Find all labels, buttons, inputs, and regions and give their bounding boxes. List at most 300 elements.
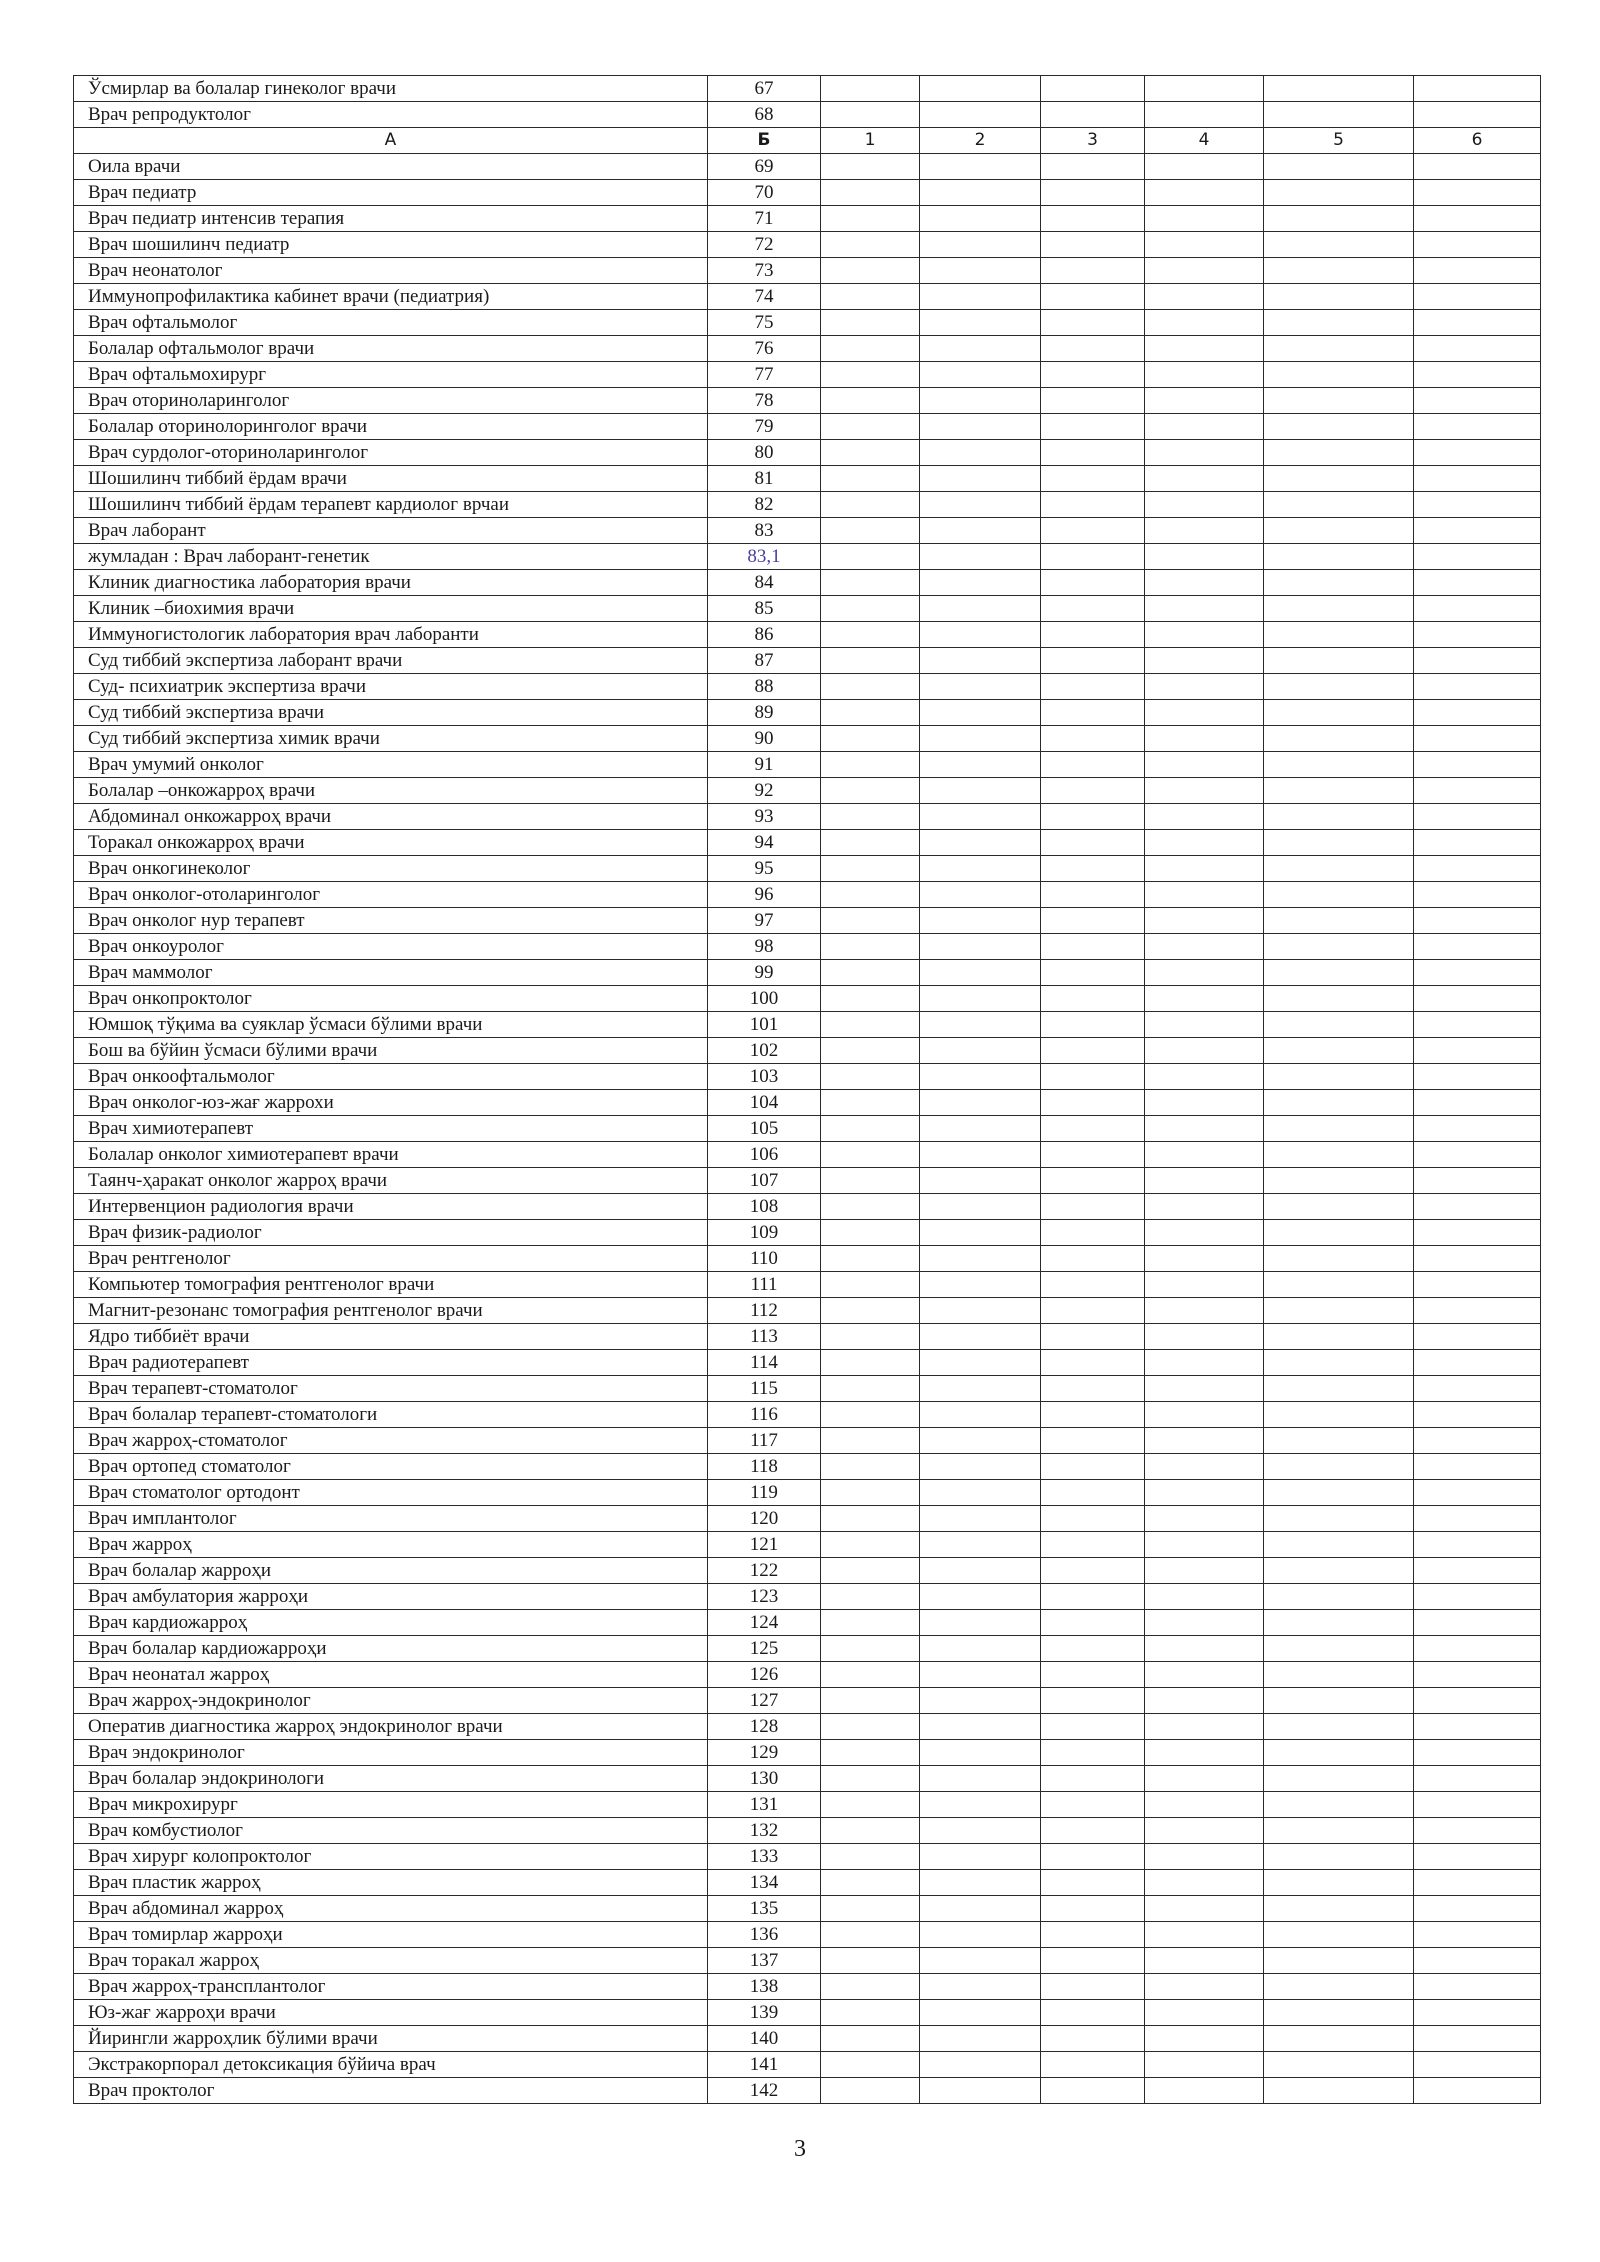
- value-cell-col-5[interactable]: [1264, 1194, 1414, 1220]
- value-cell-col-6[interactable]: [1414, 2078, 1541, 2104]
- value-cell-col-5[interactable]: [1264, 1662, 1414, 1688]
- value-cell-col-5[interactable]: [1264, 1324, 1414, 1350]
- value-cell-col-1[interactable]: [821, 492, 920, 518]
- value-cell-col-4[interactable]: [1145, 960, 1264, 986]
- value-cell-col-2[interactable]: [920, 2078, 1041, 2104]
- value-cell-col-5[interactable]: [1264, 466, 1414, 492]
- value-cell-col-1[interactable]: [821, 2000, 920, 2026]
- value-cell-col-3[interactable]: [1041, 830, 1145, 856]
- value-cell-col-6[interactable]: [1414, 804, 1541, 830]
- value-cell-col-3[interactable]: [1041, 1402, 1145, 1428]
- value-cell-col-3[interactable]: [1041, 1870, 1145, 1896]
- value-cell-col-6[interactable]: [1414, 570, 1541, 596]
- value-cell-col-6[interactable]: [1414, 674, 1541, 700]
- value-cell-col-2[interactable]: [920, 1610, 1041, 1636]
- value-cell-col-1[interactable]: [821, 596, 920, 622]
- value-cell-col-2[interactable]: [920, 882, 1041, 908]
- value-cell-col-4[interactable]: [1145, 1454, 1264, 1480]
- value-cell-col-1[interactable]: [821, 752, 920, 778]
- value-cell-col-5[interactable]: [1264, 1896, 1414, 1922]
- value-cell-col-1[interactable]: [821, 1870, 920, 1896]
- value-cell-col-1[interactable]: [821, 1584, 920, 1610]
- value-cell-col-1[interactable]: [821, 1402, 920, 1428]
- value-cell-col-5[interactable]: [1264, 1142, 1414, 1168]
- value-cell-col-1[interactable]: [821, 1558, 920, 1584]
- value-cell-col-1[interactable]: [821, 1714, 920, 1740]
- value-cell-col-5[interactable]: [1264, 1714, 1414, 1740]
- value-cell-col-3[interactable]: [1041, 232, 1145, 258]
- value-cell-col-1[interactable]: [821, 284, 920, 310]
- value-cell-col-4[interactable]: [1145, 1948, 1264, 1974]
- value-cell-col-6[interactable]: [1414, 1610, 1541, 1636]
- value-cell-col-1[interactable]: [821, 1272, 920, 1298]
- value-cell-col-3[interactable]: [1041, 1532, 1145, 1558]
- value-cell-col-6[interactable]: [1414, 1506, 1541, 1532]
- value-cell-col-3[interactable]: [1041, 960, 1145, 986]
- value-cell-col-2[interactable]: [920, 1688, 1041, 1714]
- value-cell-col-3[interactable]: [1041, 1714, 1145, 1740]
- value-cell-col-4[interactable]: [1145, 466, 1264, 492]
- value-cell-col-2[interactable]: [920, 154, 1041, 180]
- value-cell-col-2[interactable]: [920, 336, 1041, 362]
- value-cell-col-1[interactable]: [821, 1662, 920, 1688]
- value-cell-col-2[interactable]: [920, 1948, 1041, 1974]
- value-cell-col-3[interactable]: [1041, 804, 1145, 830]
- value-cell-col-3[interactable]: [1041, 1662, 1145, 1688]
- value-cell-col-2[interactable]: [920, 1220, 1041, 1246]
- value-cell-col-2[interactable]: [920, 1844, 1041, 1870]
- value-cell-col-6[interactable]: [1414, 1012, 1541, 1038]
- value-cell-col-5[interactable]: [1264, 518, 1414, 544]
- value-cell-col-2[interactable]: [920, 180, 1041, 206]
- value-cell-col-1[interactable]: [821, 466, 920, 492]
- value-cell-col-4[interactable]: [1145, 544, 1264, 570]
- value-cell-col-5[interactable]: [1264, 206, 1414, 232]
- value-cell-col-4[interactable]: [1145, 2052, 1264, 2078]
- value-cell-col-1[interactable]: [821, 310, 920, 336]
- value-cell-col-3[interactable]: [1041, 2026, 1145, 2052]
- value-cell-col-5[interactable]: [1264, 1012, 1414, 1038]
- value-cell-col-3[interactable]: [1041, 310, 1145, 336]
- value-cell-col-1[interactable]: [821, 700, 920, 726]
- value-cell-col-6[interactable]: [1414, 752, 1541, 778]
- value-cell-col-5[interactable]: [1264, 1844, 1414, 1870]
- value-cell-col-3[interactable]: [1041, 1064, 1145, 1090]
- value-cell-col-2[interactable]: [920, 1428, 1041, 1454]
- value-cell-col-1[interactable]: [821, 1974, 920, 2000]
- value-cell-col-6[interactable]: [1414, 648, 1541, 674]
- value-cell-col-1[interactable]: [821, 1740, 920, 1766]
- value-cell-col-2[interactable]: [920, 362, 1041, 388]
- value-cell-col-6[interactable]: [1414, 934, 1541, 960]
- value-cell-col-3[interactable]: [1041, 336, 1145, 362]
- value-cell-col-5[interactable]: [1264, 648, 1414, 674]
- value-cell-col-5[interactable]: [1264, 76, 1414, 102]
- value-cell-col-6[interactable]: [1414, 2026, 1541, 2052]
- value-cell-col-6[interactable]: [1414, 1896, 1541, 1922]
- value-cell-col-5[interactable]: [1264, 2026, 1414, 2052]
- value-cell-col-5[interactable]: [1264, 596, 1414, 622]
- value-cell-col-6[interactable]: [1414, 1584, 1541, 1610]
- value-cell-col-3[interactable]: [1041, 1168, 1145, 1194]
- value-cell-col-1[interactable]: [821, 1766, 920, 1792]
- value-cell-col-4[interactable]: [1145, 310, 1264, 336]
- value-cell-col-5[interactable]: [1264, 1584, 1414, 1610]
- value-cell-col-2[interactable]: [920, 1922, 1041, 1948]
- value-cell-col-2[interactable]: [920, 570, 1041, 596]
- value-cell-col-6[interactable]: [1414, 466, 1541, 492]
- value-cell-col-4[interactable]: [1145, 1350, 1264, 1376]
- value-cell-col-4[interactable]: [1145, 76, 1264, 102]
- value-cell-col-3[interactable]: [1041, 986, 1145, 1012]
- value-cell-col-2[interactable]: [920, 1376, 1041, 1402]
- value-cell-col-3[interactable]: [1041, 1090, 1145, 1116]
- value-cell-col-2[interactable]: [920, 1714, 1041, 1740]
- value-cell-col-5[interactable]: [1264, 804, 1414, 830]
- value-cell-col-3[interactable]: [1041, 1844, 1145, 1870]
- value-cell-col-5[interactable]: [1264, 1922, 1414, 1948]
- value-cell-col-3[interactable]: [1041, 388, 1145, 414]
- value-cell-col-3[interactable]: [1041, 1948, 1145, 1974]
- value-cell-col-4[interactable]: [1145, 518, 1264, 544]
- value-cell-col-1[interactable]: [821, 1844, 920, 1870]
- value-cell-col-5[interactable]: [1264, 1974, 1414, 2000]
- value-cell-col-1[interactable]: [821, 1818, 920, 1844]
- value-cell-col-1[interactable]: [821, 778, 920, 804]
- value-cell-col-6[interactable]: [1414, 1740, 1541, 1766]
- value-cell-col-2[interactable]: [920, 1766, 1041, 1792]
- value-cell-col-1[interactable]: [821, 1064, 920, 1090]
- value-cell-col-3[interactable]: [1041, 1142, 1145, 1168]
- value-cell-col-4[interactable]: [1145, 492, 1264, 518]
- value-cell-col-4[interactable]: [1145, 1142, 1264, 1168]
- value-cell-col-6[interactable]: [1414, 1064, 1541, 1090]
- value-cell-col-3[interactable]: [1041, 362, 1145, 388]
- value-cell-col-5[interactable]: [1264, 388, 1414, 414]
- value-cell-col-5[interactable]: [1264, 1376, 1414, 1402]
- value-cell-col-3[interactable]: [1041, 1246, 1145, 1272]
- value-cell-col-4[interactable]: [1145, 362, 1264, 388]
- value-cell-col-6[interactable]: [1414, 1948, 1541, 1974]
- value-cell-col-1[interactable]: [821, 648, 920, 674]
- value-cell-col-3[interactable]: [1041, 1584, 1145, 1610]
- value-cell-col-5[interactable]: [1264, 2052, 1414, 2078]
- value-cell-col-4[interactable]: [1145, 1844, 1264, 1870]
- value-cell-col-6[interactable]: [1414, 1168, 1541, 1194]
- value-cell-col-3[interactable]: [1041, 1194, 1145, 1220]
- value-cell-col-6[interactable]: [1414, 1246, 1541, 1272]
- value-cell-col-1[interactable]: [821, 1480, 920, 1506]
- value-cell-col-2[interactable]: [920, 466, 1041, 492]
- value-cell-col-1[interactable]: [821, 1246, 920, 1272]
- value-cell-col-3[interactable]: [1041, 1480, 1145, 1506]
- value-cell-col-5[interactable]: [1264, 1428, 1414, 1454]
- value-cell-col-6[interactable]: [1414, 1220, 1541, 1246]
- value-cell-col-3[interactable]: [1041, 1116, 1145, 1142]
- value-cell-col-1[interactable]: [821, 440, 920, 466]
- value-cell-col-6[interactable]: [1414, 1090, 1541, 1116]
- value-cell-col-6[interactable]: [1414, 882, 1541, 908]
- value-cell-col-5[interactable]: [1264, 414, 1414, 440]
- value-cell-col-3[interactable]: [1041, 1974, 1145, 2000]
- value-cell-col-4[interactable]: [1145, 986, 1264, 1012]
- value-cell-col-2[interactable]: [920, 1636, 1041, 1662]
- value-cell-col-2[interactable]: [920, 1402, 1041, 1428]
- value-cell-col-2[interactable]: [920, 1064, 1041, 1090]
- value-cell-col-2[interactable]: [920, 648, 1041, 674]
- value-cell-col-1[interactable]: [821, 908, 920, 934]
- value-cell-col-5[interactable]: [1264, 1610, 1414, 1636]
- value-cell-col-2[interactable]: [920, 1896, 1041, 1922]
- value-cell-col-4[interactable]: [1145, 1324, 1264, 1350]
- value-cell-col-4[interactable]: [1145, 804, 1264, 830]
- value-cell-col-4[interactable]: [1145, 1740, 1264, 1766]
- value-cell-col-2[interactable]: [920, 232, 1041, 258]
- value-cell-col-5[interactable]: [1264, 154, 1414, 180]
- value-cell-col-3[interactable]: [1041, 1038, 1145, 1064]
- value-cell-col-4[interactable]: [1145, 232, 1264, 258]
- value-cell-col-6[interactable]: [1414, 1376, 1541, 1402]
- value-cell-col-2[interactable]: [920, 388, 1041, 414]
- value-cell-col-2[interactable]: [920, 1246, 1041, 1272]
- value-cell-col-5[interactable]: [1264, 1116, 1414, 1142]
- value-cell-col-2[interactable]: [920, 518, 1041, 544]
- value-cell-col-6[interactable]: [1414, 622, 1541, 648]
- value-cell-col-2[interactable]: [920, 622, 1041, 648]
- value-cell-col-5[interactable]: [1264, 908, 1414, 934]
- value-cell-col-5[interactable]: [1264, 1818, 1414, 1844]
- value-cell-col-6[interactable]: [1414, 1116, 1541, 1142]
- value-cell-col-5[interactable]: [1264, 232, 1414, 258]
- value-cell-col-6[interactable]: [1414, 856, 1541, 882]
- value-cell-col-5[interactable]: [1264, 830, 1414, 856]
- value-cell-col-3[interactable]: [1041, 674, 1145, 700]
- value-cell-col-1[interactable]: [821, 622, 920, 648]
- value-cell-col-6[interactable]: [1414, 1324, 1541, 1350]
- value-cell-col-2[interactable]: [920, 2026, 1041, 2052]
- value-cell-col-6[interactable]: [1414, 1038, 1541, 1064]
- value-cell-col-2[interactable]: [920, 908, 1041, 934]
- value-cell-col-6[interactable]: [1414, 1714, 1541, 1740]
- value-cell-col-3[interactable]: [1041, 752, 1145, 778]
- value-cell-col-5[interactable]: [1264, 1506, 1414, 1532]
- value-cell-col-4[interactable]: [1145, 1064, 1264, 1090]
- value-cell-col-6[interactable]: [1414, 1844, 1541, 1870]
- value-cell-col-2[interactable]: [920, 1116, 1041, 1142]
- value-cell-col-3[interactable]: [1041, 518, 1145, 544]
- value-cell-col-6[interactable]: [1414, 1480, 1541, 1506]
- value-cell-col-3[interactable]: [1041, 284, 1145, 310]
- value-cell-col-3[interactable]: [1041, 440, 1145, 466]
- value-cell-col-6[interactable]: [1414, 1142, 1541, 1168]
- value-cell-col-4[interactable]: [1145, 1532, 1264, 1558]
- value-cell-col-3[interactable]: [1041, 2052, 1145, 2078]
- value-cell-col-6[interactable]: [1414, 1428, 1541, 1454]
- value-cell-col-2[interactable]: [920, 492, 1041, 518]
- value-cell-col-1[interactable]: [821, 362, 920, 388]
- value-cell-col-4[interactable]: [1145, 726, 1264, 752]
- value-cell-col-4[interactable]: [1145, 1246, 1264, 1272]
- value-cell-col-2[interactable]: [920, 1740, 1041, 1766]
- value-cell-col-6[interactable]: [1414, 336, 1541, 362]
- value-cell-col-3[interactable]: [1041, 1272, 1145, 1298]
- value-cell-col-4[interactable]: [1145, 1558, 1264, 1584]
- value-cell-col-3[interactable]: [1041, 856, 1145, 882]
- value-cell-col-4[interactable]: [1145, 102, 1264, 128]
- value-cell-col-6[interactable]: [1414, 284, 1541, 310]
- value-cell-col-4[interactable]: [1145, 700, 1264, 726]
- value-cell-col-1[interactable]: [821, 856, 920, 882]
- value-cell-col-2[interactable]: [920, 1168, 1041, 1194]
- value-cell-col-3[interactable]: [1041, 2000, 1145, 2026]
- value-cell-col-3[interactable]: [1041, 2078, 1145, 2104]
- value-cell-col-4[interactable]: [1145, 1272, 1264, 1298]
- value-cell-col-1[interactable]: [821, 232, 920, 258]
- value-cell-col-5[interactable]: [1264, 1792, 1414, 1818]
- value-cell-col-4[interactable]: [1145, 1090, 1264, 1116]
- value-cell-col-6[interactable]: [1414, 492, 1541, 518]
- value-cell-col-1[interactable]: [821, 1532, 920, 1558]
- value-cell-col-4[interactable]: [1145, 1870, 1264, 1896]
- value-cell-col-5[interactable]: [1264, 2000, 1414, 2026]
- value-cell-col-2[interactable]: [920, 1584, 1041, 1610]
- value-cell-col-3[interactable]: [1041, 76, 1145, 102]
- value-cell-col-1[interactable]: [821, 1636, 920, 1662]
- value-cell-col-4[interactable]: [1145, 1116, 1264, 1142]
- value-cell-col-1[interactable]: [821, 1220, 920, 1246]
- value-cell-col-2[interactable]: [920, 206, 1041, 232]
- value-cell-col-2[interactable]: [920, 1272, 1041, 1298]
- value-cell-col-2[interactable]: [920, 674, 1041, 700]
- value-cell-col-1[interactable]: [821, 1428, 920, 1454]
- value-cell-col-2[interactable]: [920, 414, 1041, 440]
- value-cell-col-1[interactable]: [821, 102, 920, 128]
- value-cell-col-4[interactable]: [1145, 1506, 1264, 1532]
- value-cell-col-3[interactable]: [1041, 622, 1145, 648]
- value-cell-col-5[interactable]: [1264, 752, 1414, 778]
- value-cell-col-4[interactable]: [1145, 934, 1264, 960]
- value-cell-col-2[interactable]: [920, 1090, 1041, 1116]
- value-cell-col-4[interactable]: [1145, 1220, 1264, 1246]
- value-cell-col-3[interactable]: [1041, 1688, 1145, 1714]
- value-cell-col-4[interactable]: [1145, 258, 1264, 284]
- value-cell-col-6[interactable]: [1414, 2000, 1541, 2026]
- value-cell-col-1[interactable]: [821, 1090, 920, 1116]
- value-cell-col-2[interactable]: [920, 778, 1041, 804]
- value-cell-col-6[interactable]: [1414, 1532, 1541, 1558]
- value-cell-col-2[interactable]: [920, 1974, 1041, 2000]
- value-cell-col-2[interactable]: [920, 1662, 1041, 1688]
- value-cell-col-5[interactable]: [1264, 778, 1414, 804]
- value-cell-col-6[interactable]: [1414, 1870, 1541, 1896]
- value-cell-col-5[interactable]: [1264, 986, 1414, 1012]
- value-cell-col-4[interactable]: [1145, 1714, 1264, 1740]
- value-cell-col-5[interactable]: [1264, 1480, 1414, 1506]
- value-cell-col-6[interactable]: [1414, 778, 1541, 804]
- value-cell-col-1[interactable]: [821, 258, 920, 284]
- value-cell-col-2[interactable]: [920, 1870, 1041, 1896]
- value-cell-col-6[interactable]: [1414, 986, 1541, 1012]
- value-cell-col-6[interactable]: [1414, 1298, 1541, 1324]
- value-cell-col-1[interactable]: [821, 1350, 920, 1376]
- value-cell-col-3[interactable]: [1041, 908, 1145, 934]
- value-cell-col-5[interactable]: [1264, 882, 1414, 908]
- value-cell-col-5[interactable]: [1264, 1168, 1414, 1194]
- value-cell-col-1[interactable]: [821, 1948, 920, 1974]
- value-cell-col-4[interactable]: [1145, 882, 1264, 908]
- value-cell-col-2[interactable]: [920, 1480, 1041, 1506]
- value-cell-col-4[interactable]: [1145, 1038, 1264, 1064]
- value-cell-col-6[interactable]: [1414, 1194, 1541, 1220]
- value-cell-col-2[interactable]: [920, 960, 1041, 986]
- value-cell-col-2[interactable]: [920, 986, 1041, 1012]
- value-cell-col-4[interactable]: [1145, 1896, 1264, 1922]
- value-cell-col-1[interactable]: [821, 2026, 920, 2052]
- value-cell-col-4[interactable]: [1145, 154, 1264, 180]
- value-cell-col-5[interactable]: [1264, 1532, 1414, 1558]
- value-cell-col-5[interactable]: [1264, 180, 1414, 206]
- value-cell-col-3[interactable]: [1041, 1922, 1145, 1948]
- value-cell-col-3[interactable]: [1041, 882, 1145, 908]
- value-cell-col-2[interactable]: [920, 440, 1041, 466]
- value-cell-col-3[interactable]: [1041, 700, 1145, 726]
- value-cell-col-3[interactable]: [1041, 1896, 1145, 1922]
- value-cell-col-1[interactable]: [821, 1376, 920, 1402]
- value-cell-col-3[interactable]: [1041, 154, 1145, 180]
- value-cell-col-4[interactable]: [1145, 440, 1264, 466]
- value-cell-col-4[interactable]: [1145, 1636, 1264, 1662]
- value-cell-col-4[interactable]: [1145, 1376, 1264, 1402]
- value-cell-col-4[interactable]: [1145, 1480, 1264, 1506]
- value-cell-col-6[interactable]: [1414, 1350, 1541, 1376]
- value-cell-col-6[interactable]: [1414, 518, 1541, 544]
- value-cell-col-3[interactable]: [1041, 1454, 1145, 1480]
- value-cell-col-5[interactable]: [1264, 1220, 1414, 1246]
- value-cell-col-5[interactable]: [1264, 1402, 1414, 1428]
- value-cell-col-5[interactable]: [1264, 1948, 1414, 1974]
- value-cell-col-3[interactable]: [1041, 102, 1145, 128]
- value-cell-col-2[interactable]: [920, 284, 1041, 310]
- value-cell-col-5[interactable]: [1264, 1272, 1414, 1298]
- value-cell-col-2[interactable]: [920, 1350, 1041, 1376]
- value-cell-col-4[interactable]: [1145, 388, 1264, 414]
- value-cell-col-3[interactable]: [1041, 180, 1145, 206]
- value-cell-col-3[interactable]: [1041, 570, 1145, 596]
- value-cell-col-1[interactable]: [821, 726, 920, 752]
- value-cell-col-6[interactable]: [1414, 596, 1541, 622]
- value-cell-col-2[interactable]: [920, 310, 1041, 336]
- value-cell-col-2[interactable]: [920, 2052, 1041, 2078]
- value-cell-col-3[interactable]: [1041, 1818, 1145, 1844]
- value-cell-col-1[interactable]: [821, 206, 920, 232]
- value-cell-col-5[interactable]: [1264, 1064, 1414, 1090]
- value-cell-col-6[interactable]: [1414, 1272, 1541, 1298]
- value-cell-col-6[interactable]: [1414, 1922, 1541, 1948]
- value-cell-col-4[interactable]: [1145, 1818, 1264, 1844]
- value-cell-col-6[interactable]: [1414, 1558, 1541, 1584]
- value-cell-col-3[interactable]: [1041, 1012, 1145, 1038]
- value-cell-col-1[interactable]: [821, 414, 920, 440]
- value-cell-col-4[interactable]: [1145, 2026, 1264, 2052]
- value-cell-col-5[interactable]: [1264, 700, 1414, 726]
- value-cell-col-6[interactable]: [1414, 1402, 1541, 1428]
- value-cell-col-6[interactable]: [1414, 1766, 1541, 1792]
- value-cell-col-4[interactable]: [1145, 1688, 1264, 1714]
- value-cell-col-1[interactable]: [821, 1012, 920, 1038]
- value-cell-col-6[interactable]: [1414, 1454, 1541, 1480]
- value-cell-col-5[interactable]: [1264, 492, 1414, 518]
- value-cell-col-1[interactable]: [821, 1142, 920, 1168]
